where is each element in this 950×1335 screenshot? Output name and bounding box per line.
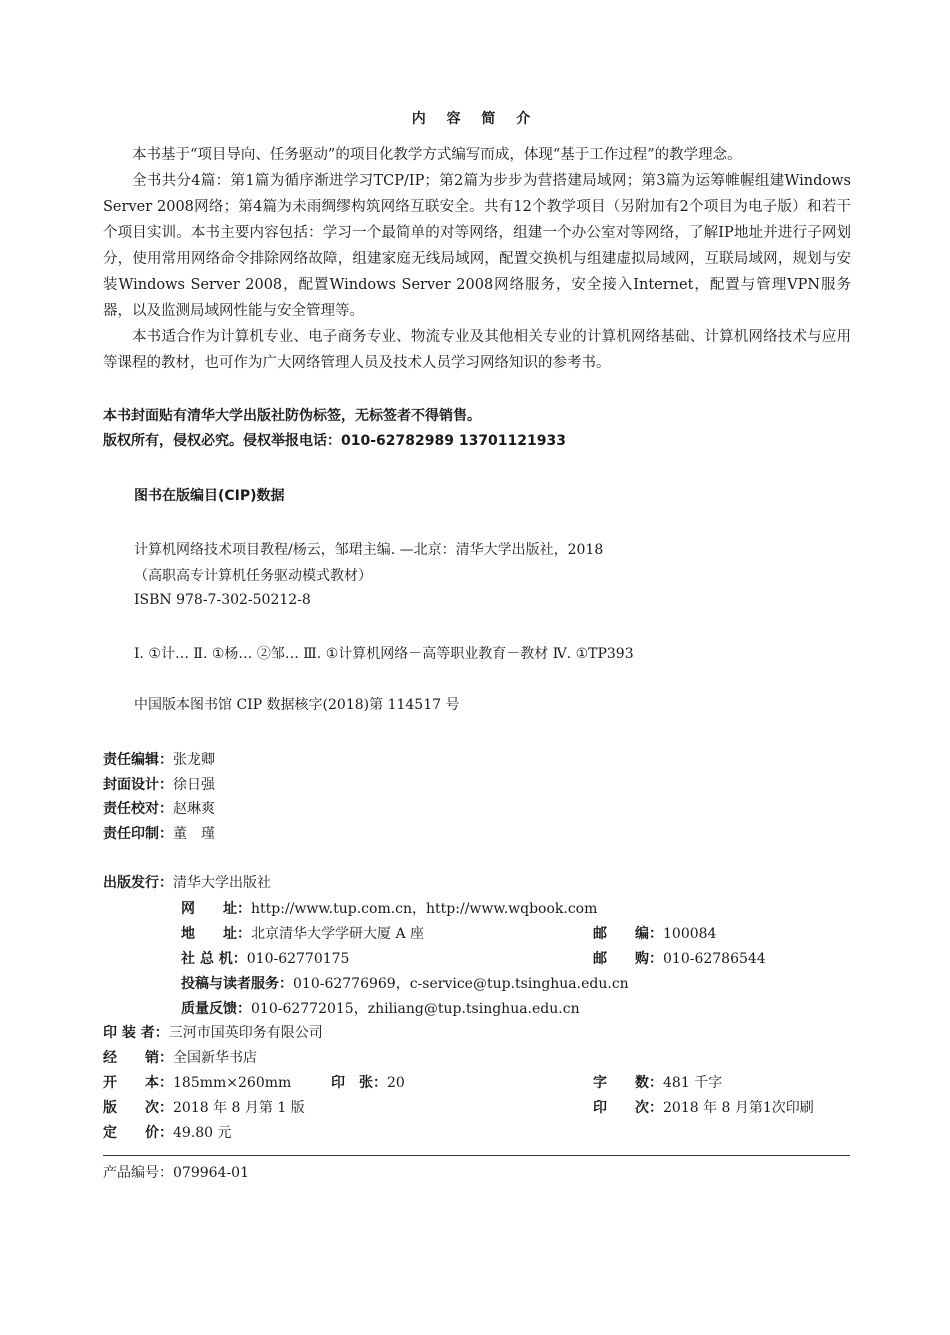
switchboard-row [181,948,349,968]
quality-value: 010-62772015，zhiliang@tup.tsinghua.edu.cn [251,1001,580,1017]
anti-counterfeit-notice: 本书封面贴有清华大学出版社防伪标签，无标签者不得销售。 [103,408,481,424]
printing-row [593,1097,814,1117]
staff-label: 责任校对： [103,801,173,817]
printing-label: 印 次： [593,1100,663,1116]
edition-value: 2018 年 8 月第 1 版 [173,1100,305,1116]
rights-notice: 版权所有，侵权必究。侵权举报电话：010-62782989 13701121933 [103,433,566,449]
printer-row [103,1022,323,1042]
postcode-row [593,923,716,943]
product-value: 079964-01 [173,1165,249,1181]
website-row [181,898,597,918]
sheets-row [331,1072,405,1092]
format-value: 185mm×260mm [173,1075,292,1091]
cip-series-line: （高职高专计算机任务驱动模式教材） [134,568,372,584]
staff-label: 责任编辑： [103,752,173,768]
abstract-paragraph: 本书适合作为计算机专业、电子商务专业、物流专业及其他相关专业的计算机网络基础、计算机网络技术与应用等课程的教材，也可作为广大网络管理人员及技术人员学习网络知识的参考书。 [103,329,851,371]
cip-bibliographic-line: 计算机网络技术项目教程/杨云，邹珺主编. —北京：清华大学出版社，2018 [134,542,604,558]
copyright-notice [103,404,566,454]
price-label: 定 价： [103,1125,173,1141]
cip-isbn: ISBN 978-7-302-50212-8 [134,592,311,608]
mailorder-label: 邮 购： [593,951,663,967]
abstract-paragraph: 本书基于“项目导向、任务驱动”的项目化教学方式编写而成，体现“基于工作过程”的教学理念。 [132,147,742,163]
printing-value: 2018 年 8 月第1次印刷 [663,1100,814,1116]
word-count-row [593,1072,722,1092]
page-title: 内 容 简 介 [411,111,539,127]
cip-heading: 图书在版编目(CIP)数据 [134,488,285,504]
mailorder-row [593,948,766,968]
staff-row [103,748,215,773]
price-row [103,1122,232,1142]
staff-credits [103,748,215,846]
seller-label: 经 销： [103,1050,173,1066]
staff-value: 赵琳爽 [173,801,215,817]
staff-label: 责任印制： [103,825,173,842]
staff-value: 张龙卿 [173,752,215,768]
sheets-label: 印 张： [331,1075,387,1091]
staff-label: 封面设计： [103,776,173,793]
sheets-value: 20 [387,1075,405,1091]
website-value: http://www.tup.com.cn，http://www.wqbook.com [251,901,598,917]
product-label: 产品编号： [103,1165,173,1181]
switchboard-value: 010-62770175 [246,951,350,967]
address-row [181,923,424,943]
distribution-value: 清华大学出版社 [173,875,271,891]
abstract [103,142,851,376]
quality-feedback-row [181,998,580,1018]
divider [103,1155,850,1156]
staff-value: 董 瑾 [173,825,215,842]
cip-record-number: 中国版本图书馆 CIP 数据核字(2018)第 114517 号 [134,697,460,713]
words-label: 字 数： [593,1075,663,1091]
edition-row [103,1097,305,1117]
address-label: 地 址： [181,926,251,942]
format-label: 开 本： [103,1075,173,1091]
distribution-row [103,872,271,892]
postcode-value: 100084 [663,926,717,942]
submission-label: 投稿与读者服务： [181,976,293,992]
price-value: 49.80 元 [173,1125,232,1141]
seller-row [103,1047,257,1067]
address-value: 北京清华大学学研大厦 A 座 [251,926,425,942]
switchboard-label: 社 总 机： [181,951,247,967]
printer-label: 印 装 者： [103,1025,169,1041]
words-value: 481 千字 [663,1075,723,1091]
staff-row [103,822,215,847]
seller-value: 全国新华书店 [173,1050,257,1066]
website-label: 网 址： [181,901,251,917]
mailorder-value: 010-62786544 [663,951,766,967]
cip-classification: Ⅰ. ①计… Ⅱ. ①杨… ②邹… Ⅲ. ①计算机网络－高等职业教育－教材 Ⅳ. ①TP393 [134,646,634,662]
staff-row [103,797,215,822]
staff-value: 徐日强 [173,776,215,793]
format-row [103,1072,291,1092]
edition-label: 版 次： [103,1100,173,1116]
postcode-label: 邮 编： [593,926,663,942]
abstract-paragraph: 全书共分4篇：第1篇为循序渐进学习TCP/IP；第2篇为步步为营搭建局域网；第3篇为运筹帷幄组建Windows Server 2008网络；第4篇为未雨绸缪构筑网络互联安全。共有12个教学项目（另附加有2个项目为电子版）和若干个项目实训。本书主要内容包括：学习一个最简单的对等网络，组建一个办公室对等网络，了解IP地址并进行子网划分，使用常用网络命令排除网络故障，组建家庭无线局域网，配置交换机与组建虚拟局域网，互联局域网，规划与安装Windows Server 2008，配置Windows Server 2008网络服务，安全接入Internet，配置与管理VPN服务器，以及监测局域网性能与安全管理等。 [103,173,851,319]
submission-row [181,973,629,993]
printer-value: 三河市国英印务有限公司 [168,1025,323,1041]
quality-label: 质量反馈： [181,1001,251,1017]
distribution-label: 出版发行： [103,875,173,891]
product-number [103,1162,249,1182]
submission-value: 010-62776969，c-service@tup.tsinghua.edu.cn [293,976,629,992]
staff-row [103,773,215,798]
